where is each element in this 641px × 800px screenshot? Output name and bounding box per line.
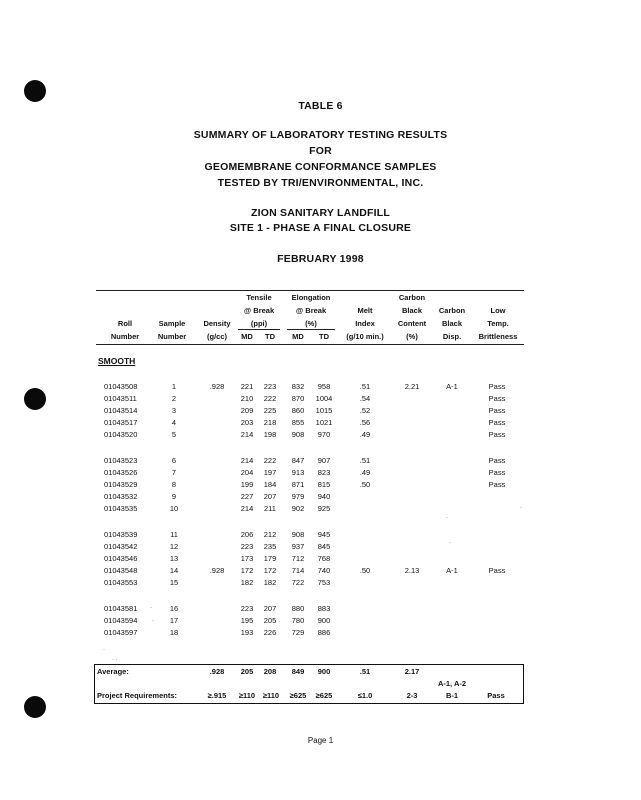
cell-roll: 01043526	[104, 468, 138, 477]
req-brittleness: Pass	[487, 691, 505, 700]
cell-e-md: 780	[291, 616, 305, 625]
req-tensile-td: ≥110	[262, 691, 280, 700]
title-line: FOR	[309, 145, 332, 157]
binder-hole	[24, 696, 46, 718]
cell-e-md: 937	[291, 542, 305, 551]
cell-roll: 01043597	[104, 628, 138, 637]
req-melt: ≤1.0	[357, 691, 373, 700]
cell-e-td: 886	[317, 628, 331, 637]
title-line: SUMMARY OF LABORATORY TESTING RESULTS	[193, 129, 448, 141]
cell-e-md: 908	[291, 530, 305, 539]
hdr-melt: Index	[355, 319, 375, 328]
hdr-carbon-content: Black	[401, 306, 422, 315]
cell-sample: 1	[171, 382, 177, 391]
title-line: GEOMEMBRANE CONFORMANCE SAMPLES	[204, 161, 437, 173]
cell-t-md: 173	[240, 554, 254, 563]
cell-t-td: 184	[263, 480, 277, 489]
hdr-sample: Sample	[158, 319, 186, 328]
cell-e-md: 902	[291, 504, 305, 513]
hdr-melt: (g/10 min.)	[346, 332, 384, 341]
title-line: TESTED BY TRI/ENVIRONMENTAL, INC.	[217, 177, 424, 189]
hdr-roll: Number	[110, 332, 140, 341]
cell-roll: 01043581	[104, 604, 138, 613]
cell-sample: 8	[171, 480, 177, 489]
cell-roll: 01043514	[104, 406, 138, 415]
cell-e-md: 847	[291, 456, 305, 465]
scan-speck: ·	[152, 618, 154, 624]
hdr-elongation-td: TD	[319, 332, 329, 341]
cell-e-td: 1021	[315, 418, 333, 427]
cell-sample: 13	[169, 554, 179, 563]
cell-t-td: 223	[263, 382, 277, 391]
hdr-carbon-disp: Disp.	[442, 332, 462, 341]
cell-t-md: 223	[240, 604, 254, 613]
cell-melt: .54	[359, 394, 371, 403]
cell-sample: 9	[171, 492, 177, 501]
hdr-brittleness: Temp.	[487, 319, 509, 328]
cell-sample: 6	[171, 456, 177, 465]
cell-sample: 5	[171, 430, 177, 439]
cell-melt: .51	[359, 456, 371, 465]
hdr-carbon-content: Content	[397, 319, 427, 328]
cell-e-td: 753	[317, 578, 331, 587]
cell-e-md: 860	[291, 406, 305, 415]
cell-disp: A-1	[446, 382, 458, 391]
cell-t-td: 225	[263, 406, 277, 415]
cell-sample: 16	[169, 604, 179, 613]
cell-e-td: 823	[317, 468, 331, 477]
hdr-density: Density	[203, 319, 231, 328]
req-elongation-td: ≥625	[315, 691, 333, 700]
average-carbon-disp: A-1, A-2	[437, 679, 467, 688]
cell-brittle: Pass	[488, 456, 506, 465]
cell-cb: 2.21	[404, 382, 420, 391]
cell-roll: 01043532	[104, 492, 138, 501]
cell-roll: 01043548	[104, 566, 138, 575]
cell-e-td: 845	[317, 542, 331, 551]
scan-speck: ·	[150, 605, 152, 611]
cell-t-td: 218	[263, 418, 277, 427]
cell-t-md: 172	[240, 566, 254, 575]
hdr-melt: Melt	[357, 306, 373, 315]
table-top-rule	[96, 290, 524, 291]
req-carbon-content: 2-3	[406, 691, 418, 700]
req-carbon-disp: B-1	[445, 691, 459, 700]
cell-t-td: 222	[263, 456, 277, 465]
cell-density: .928	[209, 382, 225, 391]
hdr-density: (g/cc)	[206, 332, 227, 341]
cell-t-md: 204	[240, 468, 254, 477]
scan-speck: ·	[103, 647, 105, 653]
cell-roll: 01043523	[104, 456, 138, 465]
cell-sample: 10	[169, 504, 179, 513]
cell-t-td: 211	[264, 504, 276, 513]
scan-speck: ·	[449, 540, 451, 546]
cell-t-md: 223	[240, 542, 254, 551]
cell-t-td: 207	[263, 604, 277, 613]
elongation-underline	[287, 329, 335, 330]
cell-t-md: 214	[240, 430, 254, 439]
cell-e-td: 900	[317, 616, 331, 625]
cell-e-md: 832	[291, 382, 305, 391]
cell-t-td: 205	[263, 616, 277, 625]
cell-sample: 14	[169, 566, 179, 575]
hdr-tensile-md: MD	[241, 332, 253, 341]
cell-roll: 01043517	[104, 418, 138, 427]
cell-e-td: 925	[317, 504, 331, 513]
site-name: ZION SANITARY LANDFILL	[251, 207, 390, 219]
header-bottom-rule	[96, 344, 524, 345]
tensile-underline	[238, 329, 280, 330]
cell-e-td: 958	[317, 382, 331, 391]
cell-roll: 01043535	[104, 504, 138, 513]
cell-melt: .49	[359, 430, 371, 439]
cell-e-td: 815	[317, 480, 331, 489]
cell-roll: 01043520	[104, 430, 138, 439]
average-density: .928	[209, 667, 225, 676]
cell-sample: 11	[170, 530, 178, 539]
cell-t-td: 235	[263, 542, 277, 551]
scan-speck: · ·	[112, 657, 118, 663]
req-density: ≥.915	[207, 691, 227, 700]
cell-t-md: 195	[240, 616, 254, 625]
cell-melt: .49	[359, 468, 371, 477]
cell-t-td: 179	[263, 554, 277, 563]
table-label: TABLE 6	[298, 100, 343, 112]
average-carbon-content: 2.17	[404, 667, 420, 676]
cell-disp: A-1	[446, 566, 458, 575]
req-elongation-md: ≥625	[289, 691, 307, 700]
cell-e-md: 880	[291, 604, 305, 613]
req-tensile-md: ≥110	[238, 691, 256, 700]
cell-e-md: 979	[291, 492, 305, 501]
cell-roll: 01043508	[104, 382, 138, 391]
cell-brittle: Pass	[488, 430, 506, 439]
cell-t-td: 198	[263, 430, 277, 439]
cell-t-md: 221	[240, 382, 254, 391]
average-elongation-td: 900	[317, 667, 331, 676]
hdr-tensile: (ppi)	[250, 319, 268, 328]
hdr-carbon-content: Carbon	[398, 293, 426, 302]
cell-e-md: 870	[291, 394, 305, 403]
cell-sample: 3	[171, 406, 177, 415]
cell-e-md: 908	[291, 430, 305, 439]
cell-e-md: 913	[291, 468, 305, 477]
binder-hole	[24, 388, 46, 410]
cell-t-md: 206	[240, 530, 254, 539]
hdr-brittleness: Low	[490, 306, 506, 315]
cell-e-md: 855	[291, 418, 305, 427]
cell-melt: .56	[359, 418, 371, 427]
hdr-roll: Roll	[117, 319, 133, 328]
cell-brittle: Pass	[488, 406, 506, 415]
page-footer: Page 1	[307, 736, 334, 745]
cell-t-md: 182	[240, 578, 254, 587]
hdr-elongation: @ Break	[295, 306, 327, 315]
cell-brittle: Pass	[488, 468, 506, 477]
cell-sample: 17	[169, 616, 179, 625]
cell-roll: 01043539	[104, 530, 138, 539]
cell-sample: 12	[169, 542, 179, 551]
cell-e-td: 768	[317, 554, 331, 563]
cell-t-td: 172	[263, 566, 277, 575]
hdr-tensile: @ Break	[243, 306, 275, 315]
site-phase: SITE 1 - PHASE A FINAL CLOSURE	[229, 222, 412, 234]
hdr-tensile-td: TD	[265, 332, 275, 341]
hdr-tensile: Tensile	[246, 293, 272, 302]
cell-t-td: 212	[263, 530, 277, 539]
average-tensile-td: 208	[263, 667, 277, 676]
cell-t-td: 197	[263, 468, 277, 477]
hdr-elongation: (%)	[305, 319, 317, 328]
cell-e-td: 907	[317, 456, 331, 465]
cell-e-md: 871	[291, 480, 305, 489]
cell-roll: 01043529	[104, 480, 138, 489]
cell-t-td: 207	[263, 492, 277, 501]
cell-roll: 01043553	[104, 578, 138, 587]
cell-roll: 01043546	[104, 554, 138, 563]
cell-t-md: 193	[240, 628, 254, 637]
cell-brittle: Pass	[488, 480, 506, 489]
cell-sample: 7	[171, 468, 177, 477]
cell-cb: 2.13	[404, 566, 420, 575]
cell-t-md: 210	[240, 394, 254, 403]
cell-density: .928	[209, 566, 225, 575]
cell-brittle: Pass	[488, 382, 506, 391]
cell-roll: 01043511	[104, 394, 137, 403]
average-label: Average:	[97, 667, 129, 676]
cell-roll: 01043542	[104, 542, 138, 551]
hdr-carbon-disp: Black	[441, 319, 462, 328]
cell-sample: 4	[171, 418, 177, 427]
cell-sample: 2	[171, 394, 177, 403]
hdr-brittleness: Brittleness	[478, 332, 518, 341]
cell-e-md: 714	[291, 566, 305, 575]
scan-speck: ·	[520, 505, 522, 511]
cell-e-td: 740	[317, 566, 331, 575]
hdr-elongation-md: MD	[292, 332, 304, 341]
cell-melt: .51	[359, 382, 371, 391]
cell-t-md: 227	[240, 492, 254, 501]
hdr-carbon-content: (%)	[406, 332, 418, 341]
cell-e-td: 883	[317, 604, 331, 613]
cell-e-td: 1004	[315, 394, 333, 403]
cell-e-td: 1015	[315, 406, 333, 415]
cell-t-md: 199	[240, 480, 254, 489]
cell-t-td: 182	[263, 578, 277, 587]
cell-melt: .52	[359, 406, 371, 415]
cell-e-td: 940	[317, 492, 331, 501]
cell-e-td: 970	[317, 430, 331, 439]
requirements-label: Project Requirements:	[97, 691, 178, 700]
cell-brittle: Pass	[488, 418, 506, 427]
cell-t-td: 222	[263, 394, 277, 403]
cell-t-md: 209	[240, 406, 254, 415]
cell-sample: 18	[169, 628, 179, 637]
cell-e-md: 722	[291, 578, 305, 587]
report-date: FEBRUARY 1998	[277, 253, 364, 265]
average-elongation-md: 849	[291, 667, 305, 676]
cell-brittle: Pass	[488, 566, 506, 575]
average-tensile-md: 205	[240, 667, 254, 676]
cell-melt: .50	[359, 480, 371, 489]
cell-sample: 15	[169, 578, 179, 587]
average-melt: .51	[359, 667, 371, 676]
cell-t-md: 214	[240, 456, 254, 465]
cell-e-md: 712	[291, 554, 305, 563]
cell-t-td: 226	[263, 628, 277, 637]
cell-brittle: Pass	[488, 394, 506, 403]
cell-e-md: 729	[291, 628, 305, 637]
cell-melt: .50	[359, 566, 371, 575]
cell-roll: 01043594	[104, 616, 138, 625]
hdr-elongation: Elongation	[291, 293, 331, 302]
cell-t-md: 214	[240, 504, 254, 513]
hdr-sample: Number	[157, 332, 187, 341]
binder-hole	[24, 80, 46, 102]
hdr-carbon-disp: Carbon	[438, 306, 466, 315]
section-label: SMOOTH	[98, 356, 136, 366]
cell-t-md: 203	[240, 418, 254, 427]
cell-e-td: 945	[317, 530, 331, 539]
scan-speck: ·	[446, 515, 448, 521]
